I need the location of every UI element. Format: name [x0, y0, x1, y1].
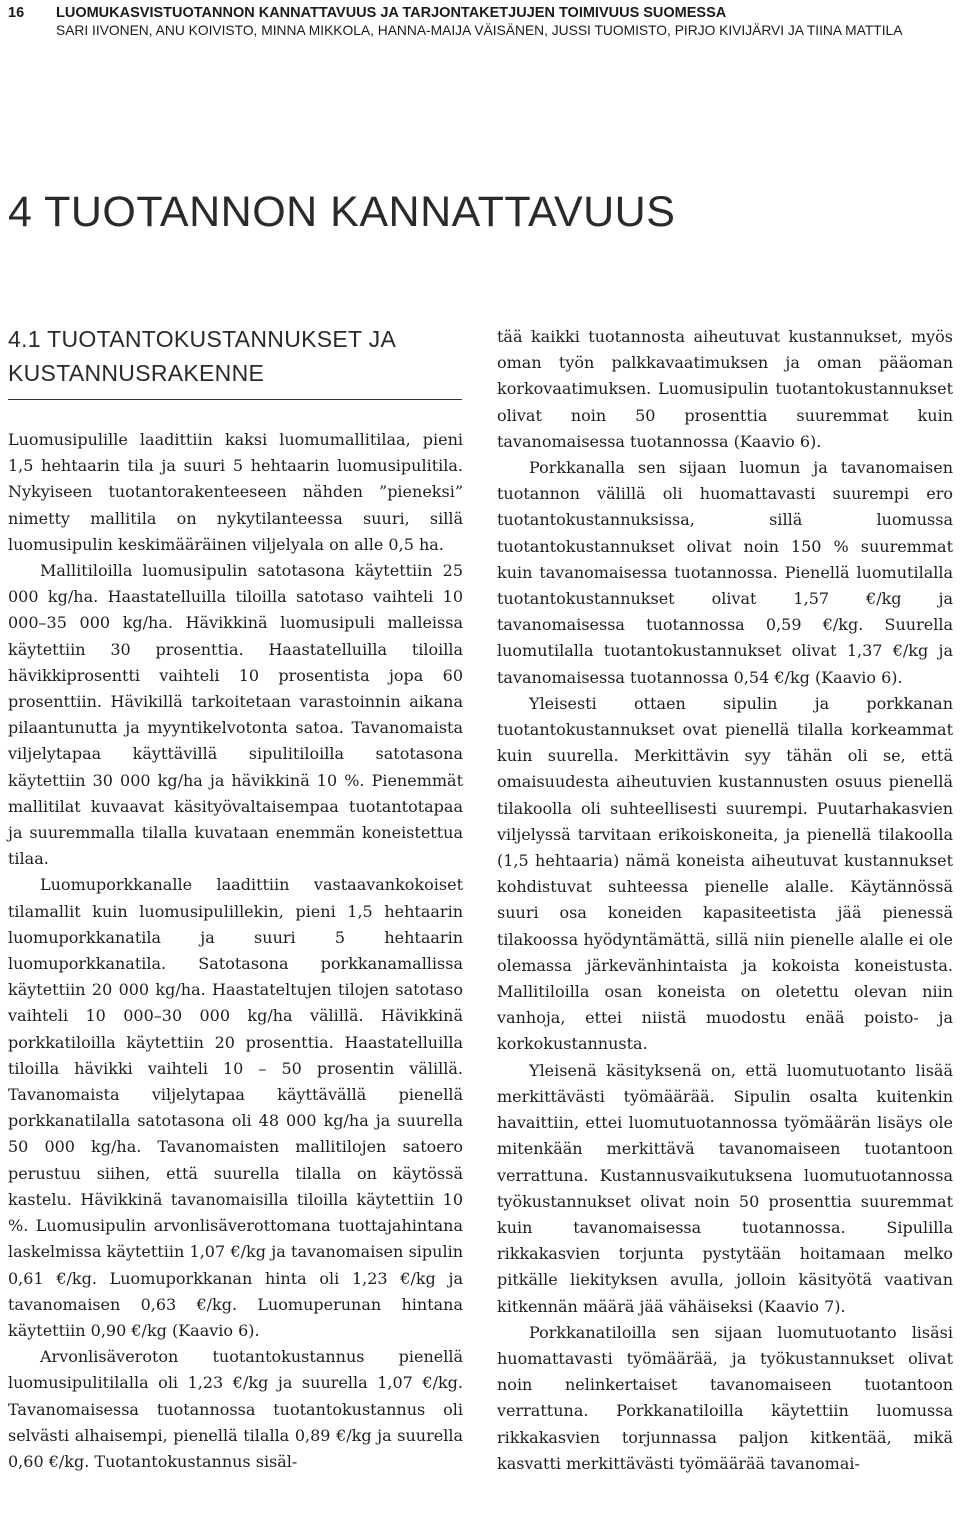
- section-title: 4.1 TUOTANTOKUSTANNUKSET JA KUSTANNUSRAKENNE: [8, 326, 395, 386]
- author-list: SARI IIVONEN, ANU KOIVISTO, MINNA MIKKOLA, HANNA-MAIJA VÄISÄNEN, JUSSI TUOMISTO, PIRJO KIVIJÄRVI JA TIINA MATTILA: [56, 23, 903, 38]
- header-title-row: [8, 4, 953, 22]
- paragraph: Porkkanalla sen sijaan luomun ja tavanomaisen tuotannon välillä oli huomattavasti suurempi ero tuotantokustannuksissa, sillä luomussa tuotantokustannukset olivat noin 150 % suuremmat kuin tavanomaisessa tuotannossa. Pienellä luomutilalla tuotantokustannukset olivat 1,57 €/kg ja tavanomaisessa tuotannossa 0,59 €/kg. Suurella luomutilalla tuotantokustannukset olivat 1,37 €/kg ja tavanomaisessa tuotannossa 0,54 €/kg (Kaavio 6).: [497, 458, 953, 687]
- right-column: [497, 324, 953, 1477]
- paragraph: Yleisenä käsityksenä on, että luomutuotanto lisää merkittävästi työmäärää. Sipulin osalta kuitenkin havaittiin, ettei luomutuotannossa työmäärän lisäys ole mitenkään merkittävä tavanomaiseen tuotantoon verrattuna. Kustannusvaikutuksena luomutuotannossa työkustannukset olivat noin 50 prosenttia suuremmat kuin tavanomaisessa tuotannossa. Sipulilla rikkakasvien torjunta pystytään hoitamaan melko pitkälle liekityksen avulla, jolloin käsityötä vaativan kitkennän määrä jää vähäiseksi (Kaavio 7).: [497, 1060, 953, 1316]
- paragraph: Porkkanatiloilla sen sijaan luomutuotanto lisäsi huomattavasti työmäärää, ja työkustannukset olivat noin nelinkertaiset tavanomaiseen tuotantoon verrattuna. Porkkanatiloilla käytettiin luomussa rikkakasvien torjunnassa paljon kitkentää, mikä kasvatti merkittävästi työmäärää tavanomai-: [497, 1322, 953, 1473]
- paragraph: Luomuporkkanalle laadittiin vastaavankokoiset tilamallit kuin luomusipulillekin, pieni 1,5 hehtaarin luomuporkkanatila ja suuri 5 hehtaarin luomuporkkanatila. Satotasona porkkanamallissa käytettiin 20 000 kg/ha. Haastateltujen tilojen satotaso vaihteli 10 000–30 000 kg/ha välillä. Hävikkinä porkkatiloilla käytettiin 20 prosenttia. Haastatelluilla tiloilla hävikki vaihteli 10 – 50 prosentin välillä. Tavanomaista viljelytapaa käyttävällä pienellä porkkanatilalla satotasona oli 48 000 kg/ha ja suurella 50 000 kg/ha. Tavanomaisten mallitilojen satoero perustuu siihen, että suurella tilalla on käytössä kastelu. Hävikkinä tavanomaisilla tiloilla käytettiin 10 %. Luomusipulin arvonlisäverottomana tuottajahintana laskelmissa käytettiin 1,07 €/kg ja tavanomaisen sipulin 0,61 €/kg. Luomuporkkanan hinta oli 1,23 €/kg ja tavanomaisen 0,63 €/kg. Luomuperunan hintana käytettiin 0,90 €/kg (Kaavio 6).: [8, 875, 463, 1340]
- chapter-title: 4 TUOTANNON KANNATTAVUUS: [8, 188, 676, 236]
- running-header: [8, 4, 953, 40]
- page-number: 16: [8, 5, 25, 21]
- paragraph: Luomusipulille laadittiin kaksi luomumallitilaa, pieni 1,5 hehtaarin tila ja suuri 5 hehtaarin luomusipulitila. Nykyiseen tuotantorakenteeseen nähden ”pieneksi” nimetty mallitila on nykytilanteessa suuri, sillä luomusipulin keskimääräinen viljelyala on alle 0,5 ha.: [8, 430, 463, 554]
- paragraph: Yleisesti ottaen sipulin ja porkkanan tuotantokustannukset ovat pienellä tilalla korkeammat kuin suurella. Merkittävin syy tähän oli se, että omaisuudesta aiheutuvien kustannusten osuus pienellä tilakoolla oli suhteellisesti suurempi. Puutarhakasvien viljelyssä tarvitaan erikoiskoneita, ja pienellä tilakoolla (1,5 hehtaaria) nämä koneista aiheutuvat kustannukset kohdistuvat suhteessa pienelle alalle. Käytännössä suuri osa koneiden kapasiteetista jää pienessä tilakoossa hyödyntämättä, sillä niin pienelle alalle ei ole olemassa järkevänhintaista ja kokoista koneistusta. Mallitiloilla osan koneista on oletettu olevan niin vanhoja, ettei niistä muodostu enää poisto- ja korkokustannusta.: [497, 693, 953, 1054]
- paragraph: tää kaikki tuotannosta aiheutuvat kustannukset, myös oman työn palkkavaatimuksen ja oman pääoman korkovaatimuksen. Luomusipulin tuotantokustannukset olivat noin 50 prosenttia suuremmat kuin tavanomaisessa tuotannossa (Kaavio 6).: [497, 327, 953, 451]
- publication-title: LUOMUKASVISTUOTANNON KANNATTAVUUS JA TARJONTAKETJUJEN TOIMIVUUS SUOMESSA: [56, 5, 727, 21]
- left-column: [8, 427, 463, 1475]
- paragraph: Arvonlisäveroton tuotantokustannus pienellä luomusipulitilalla oli 1,23 €/kg ja suurella 1,07 €/kg. Tavanomaisessa tuotannossa tuotantokustannus oli selvästi alhaisempi, pienellä tilalla 0,89 €/kg ja suurella 0,60 €/kg. Tuotantokustannus sisäl-: [8, 1347, 463, 1471]
- paragraph: Mallitiloilla luomusipulin satotasona käytettiin 25 000 kg/ha. Haastatelluilla tiloilla satotaso vaihteli 10 000–35 000 kg/ha. Hävikkinä luomusipuli malleissa käytettiin 30 prosenttia. Haastatelluilla tiloilla hävikkiprosentti vaihteli 10 prosentista jopa 60 prosenttiin. Hävikillä tarkoitetaan varastoinnin aikana pilaantunutta ja myyntikelvotonta satoa. Tavanomaista viljelytapaa käyttävillä sipulitiloilla satotasona käytettiin 30 000 kg/ha ja hävikkinä 10 %. Pienemmät mallitilat kuvaavat käsityövaltaisempaa tuotantotapaa ja suuremmalla tilalla kuvataan enemmän koneistettua tilaa.: [8, 561, 463, 869]
- section-divider: [8, 399, 462, 400]
